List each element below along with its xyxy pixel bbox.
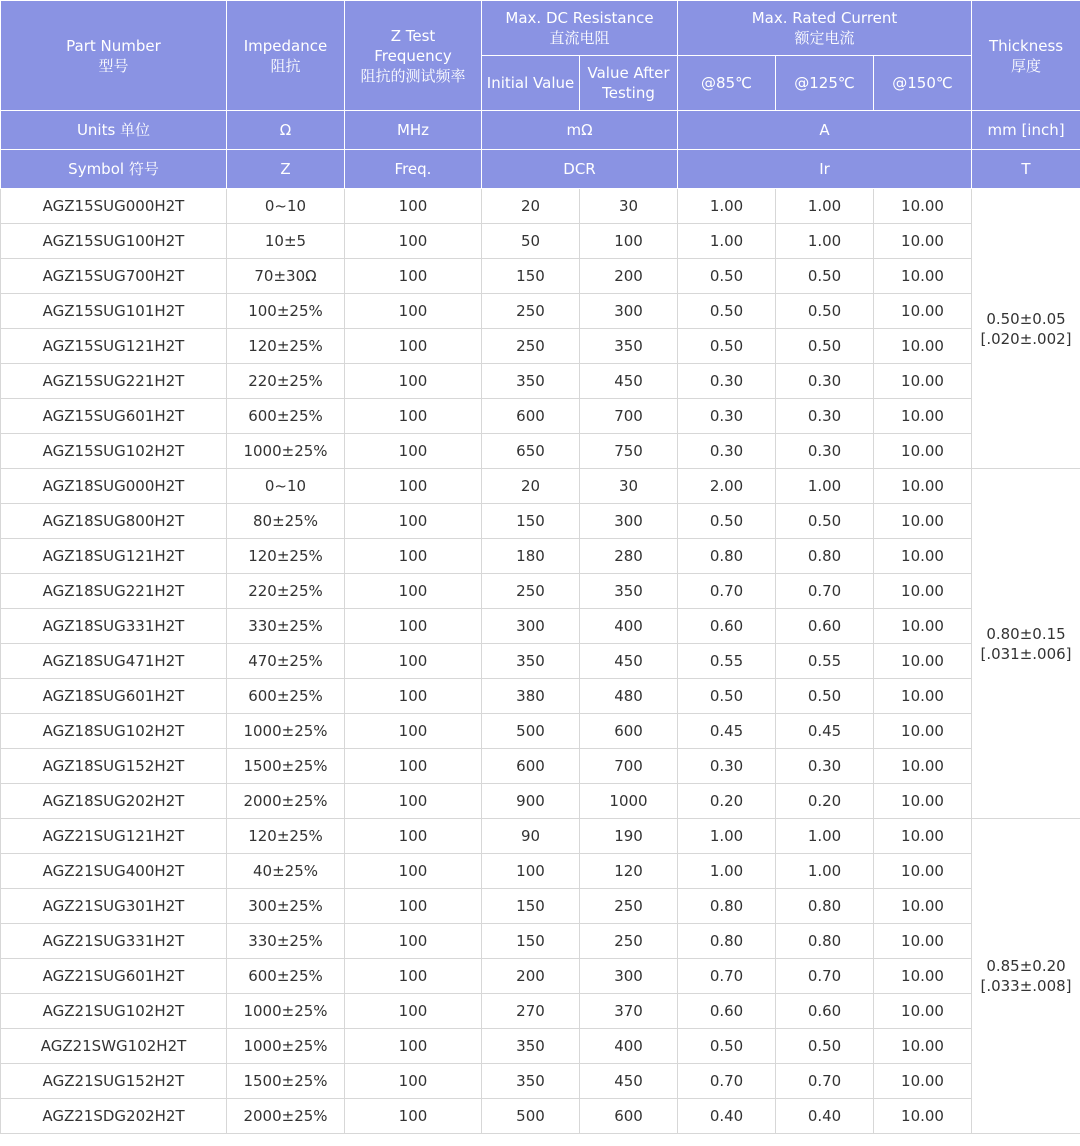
part-number-cell: AGZ21SWG102H2T <box>1 1029 227 1064</box>
frequency-cell: 100 <box>345 1099 482 1134</box>
dc-resistance-header: Max. DC Resistance 直流电阻 <box>482 1 678 56</box>
table-row <box>1 574 1080 609</box>
dcr-after-cell: 600 <box>580 1099 678 1134</box>
table-row <box>1 644 1080 679</box>
frequency-cell: 100 <box>345 609 482 644</box>
table-row <box>1 434 1080 469</box>
current-85c-cell: 0.50 <box>678 329 776 364</box>
current-125c-cell: 0.70 <box>776 959 874 994</box>
impedance-cell: 2000±25% <box>227 784 345 819</box>
dcr-after-cell: 1000 <box>580 784 678 819</box>
table-row <box>1 259 1080 294</box>
part-number-cell: AGZ21SUG331H2T <box>1 924 227 959</box>
frequency-cell: 100 <box>345 784 482 819</box>
part-number-cell: AGZ15SUG100H2T <box>1 224 227 259</box>
part-number-cell: AGZ18SUG601H2T <box>1 679 227 714</box>
current-150c-cell: 10.00 <box>874 259 972 294</box>
table-row <box>1 364 1080 399</box>
current-150c-cell: 10.00 <box>874 364 972 399</box>
impedance-cell: 1500±25% <box>227 749 345 784</box>
dcr-after-cell: 250 <box>580 924 678 959</box>
units-frequency: MHz <box>345 111 482 150</box>
dcr-after-cell: 30 <box>580 469 678 504</box>
symbol-impedance: Z <box>227 150 345 189</box>
frequency-cell: 100 <box>345 294 482 329</box>
impedance-cell: 1500±25% <box>227 1064 345 1099</box>
impedance-cell: 120±25% <box>227 539 345 574</box>
current-150c-cell: 10.00 <box>874 889 972 924</box>
current-150c-cell: 10.00 <box>874 994 972 1029</box>
frequency-cell: 100 <box>345 749 482 784</box>
current-125c-cell: 1.00 <box>776 189 874 224</box>
units-dcr: mΩ <box>482 111 678 150</box>
symbol-dcr: DCR <box>482 150 678 189</box>
current-150c-cell: 10.00 <box>874 679 972 714</box>
dcr-initial-cell: 250 <box>482 329 580 364</box>
current-125c-cell: 0.60 <box>776 609 874 644</box>
current-125c-cell: 0.30 <box>776 364 874 399</box>
dcr-after-cell: 750 <box>580 434 678 469</box>
current-85c-cell: 0.70 <box>678 1064 776 1099</box>
frequency-cell: 100 <box>345 959 482 994</box>
impedance-cell: 40±25% <box>227 854 345 889</box>
impedance-cell: 470±25% <box>227 644 345 679</box>
table-body <box>1 189 1080 1134</box>
thickness-inch: [.020±.002] <box>980 329 1072 348</box>
dcr-initial-cell: 20 <box>482 469 580 504</box>
current-85c-cell: 0.50 <box>678 679 776 714</box>
current-150c-cell: 10.00 <box>874 749 972 784</box>
impedance-cell: 70±30Ω <box>227 259 345 294</box>
current-150c-cell: 10.00 <box>874 1099 972 1134</box>
symbol-thickness: T <box>972 150 1080 189</box>
dcr-initial-cell: 300 <box>482 609 580 644</box>
table-row <box>1 1064 1080 1099</box>
part-number-cell: AGZ21SUG400H2T <box>1 854 227 889</box>
dcr-after-cell: 600 <box>580 714 678 749</box>
current-85c-cell: 0.30 <box>678 434 776 469</box>
frequency-cell: 100 <box>345 189 482 224</box>
current-85c-cell: 0.60 <box>678 609 776 644</box>
current-125c-cell: 1.00 <box>776 224 874 259</box>
part-number-cell: AGZ18SUG121H2T <box>1 539 227 574</box>
units-label: Units 单位 <box>1 111 227 150</box>
symbol-current: Ir <box>678 150 972 189</box>
dcr-after-cell: 480 <box>580 679 678 714</box>
dcr-after-cell: 450 <box>580 364 678 399</box>
part-number-cell: AGZ18SUG331H2T <box>1 609 227 644</box>
impedance-cell: 600±25% <box>227 399 345 434</box>
current-85c-cell: 0.70 <box>678 959 776 994</box>
impedance-header: Impedance 阻抗 <box>227 1 345 111</box>
current-125c-cell: 0.50 <box>776 259 874 294</box>
dcr-after-cell: 200 <box>580 259 678 294</box>
table-row <box>1 399 1080 434</box>
table-row <box>1 889 1080 924</box>
thickness-mm: 0.80±0.15 <box>986 624 1066 643</box>
current-125c-cell: 0.50 <box>776 329 874 364</box>
frequency-cell: 100 <box>345 1064 482 1099</box>
current-150c-cell: 10.00 <box>874 1064 972 1099</box>
dcr-initial-cell: 90 <box>482 819 580 854</box>
part-number-cell: AGZ15SUG700H2T <box>1 259 227 294</box>
thickness-header: Thickness 厚度 <box>972 1 1080 111</box>
dcr-initial-cell: 500 <box>482 1099 580 1134</box>
dcr-after-cell: 300 <box>580 504 678 539</box>
impedance-cell: 600±25% <box>227 959 345 994</box>
part-number-cell: AGZ18SUG202H2T <box>1 784 227 819</box>
current-150c-cell: 10.00 <box>874 854 972 889</box>
table-row <box>1 224 1080 259</box>
dcr-initial-cell: 650 <box>482 434 580 469</box>
dcr-initial-cell: 150 <box>482 889 580 924</box>
table-row <box>1 679 1080 714</box>
current-85c-cell: 1.00 <box>678 854 776 889</box>
current-150c-cell: 10.00 <box>874 609 972 644</box>
current-125c-cell: 1.00 <box>776 469 874 504</box>
frequency-cell: 100 <box>345 399 482 434</box>
impedance-cell: 1000±25% <box>227 994 345 1029</box>
dcr-initial-cell: 350 <box>482 1029 580 1064</box>
table-row <box>1 819 1080 854</box>
dcr-initial-cell: 250 <box>482 574 580 609</box>
table-row <box>1 329 1080 364</box>
frequency-cell: 100 <box>345 504 482 539</box>
table-row <box>1 294 1080 329</box>
impedance-cell: 100±25% <box>227 294 345 329</box>
current-125c-cell: 0.55 <box>776 644 874 679</box>
units-current: A <box>678 111 972 150</box>
dcr-after-cell: 370 <box>580 994 678 1029</box>
current-85c-cell: 0.50 <box>678 1029 776 1064</box>
current-85c-cell: 0.50 <box>678 294 776 329</box>
dcr-after-cell: 250 <box>580 889 678 924</box>
part-number-cell: AGZ21SUG601H2T <box>1 959 227 994</box>
current-150c-cell: 10.00 <box>874 294 972 329</box>
current-85c-cell: 0.70 <box>678 574 776 609</box>
impedance-cell: 300±25% <box>227 889 345 924</box>
current-125c-cell: 0.80 <box>776 924 874 959</box>
impedance-cell: 330±25% <box>227 924 345 959</box>
part-number-cell: AGZ18SUG000H2T <box>1 469 227 504</box>
current-85c-cell: 1.00 <box>678 224 776 259</box>
table-row <box>1 504 1080 539</box>
current-85c-cell: 0.80 <box>678 924 776 959</box>
table-row <box>1 959 1080 994</box>
table-row <box>1 469 1080 504</box>
table-row <box>1 749 1080 784</box>
current-150c-cell: 10.00 <box>874 399 972 434</box>
current-150c-cell: 10.00 <box>874 539 972 574</box>
current-125c-cell: 0.70 <box>776 1064 874 1099</box>
dcr-after-cell: 190 <box>580 819 678 854</box>
frequency-cell: 100 <box>345 469 482 504</box>
frequency-cell: 100 <box>345 574 482 609</box>
current-85c-header: @85℃ <box>678 56 776 111</box>
impedance-cell: 0~10 <box>227 189 345 224</box>
dcr-initial-cell: 350 <box>482 364 580 399</box>
frequency-cell: 100 <box>345 994 482 1029</box>
dcr-initial-cell: 20 <box>482 189 580 224</box>
frequency-cell: 100 <box>345 364 482 399</box>
impedance-cell: 600±25% <box>227 679 345 714</box>
impedance-cell: 0~10 <box>227 469 345 504</box>
impedance-cell: 1000±25% <box>227 434 345 469</box>
frequency-cell: 100 <box>345 259 482 294</box>
table-header <box>1 1 1080 189</box>
dcr-initial-cell: 250 <box>482 294 580 329</box>
current-125c-cell: 0.70 <box>776 574 874 609</box>
dcr-after-cell: 400 <box>580 1029 678 1064</box>
part-number-cell: AGZ21SDG202H2T <box>1 1099 227 1134</box>
symbol-frequency: Freq. <box>345 150 482 189</box>
frequency-cell: 100 <box>345 539 482 574</box>
part-number-cell: AGZ18SUG102H2T <box>1 714 227 749</box>
dcr-after-cell: 300 <box>580 294 678 329</box>
current-150c-cell: 10.00 <box>874 924 972 959</box>
part-number-cell: AGZ15SUG121H2T <box>1 329 227 364</box>
current-150c-cell: 10.00 <box>874 189 972 224</box>
part-number-cell: AGZ18SUG800H2T <box>1 504 227 539</box>
current-125c-cell: 0.60 <box>776 994 874 1029</box>
dcr-initial-cell: 150 <box>482 504 580 539</box>
current-125c-cell: 0.20 <box>776 784 874 819</box>
impedance-cell: 220±25% <box>227 574 345 609</box>
impedance-cell: 220±25% <box>227 364 345 399</box>
dcr-after-cell: 450 <box>580 644 678 679</box>
current-150c-cell: 10.00 <box>874 574 972 609</box>
frequency-cell: 100 <box>345 924 482 959</box>
dcr-initial-cell: 350 <box>482 644 580 679</box>
dcr-initial-cell: 350 <box>482 1064 580 1099</box>
thickness-mm: 0.50±0.05 <box>986 309 1066 328</box>
part-number-cell: AGZ21SUG152H2T <box>1 1064 227 1099</box>
frequency-cell: 100 <box>345 434 482 469</box>
dcr-initial-cell: 900 <box>482 784 580 819</box>
dcr-initial-cell: 200 <box>482 959 580 994</box>
current-150c-cell: 10.00 <box>874 644 972 679</box>
units-row <box>1 111 1080 150</box>
part-number-cell: AGZ18SUG471H2T <box>1 644 227 679</box>
current-85c-cell: 1.00 <box>678 189 776 224</box>
current-125c-cell: 0.30 <box>776 399 874 434</box>
current-125c-cell: 0.80 <box>776 889 874 924</box>
dcr-after-cell: 450 <box>580 1064 678 1099</box>
dcr-after-cell: 700 <box>580 749 678 784</box>
dcr-after-cell: 300 <box>580 959 678 994</box>
part-number-cell: AGZ18SUG221H2T <box>1 574 227 609</box>
current-85c-cell: 0.50 <box>678 504 776 539</box>
current-125c-cell: 0.80 <box>776 539 874 574</box>
current-150c-header: @150℃ <box>874 56 972 111</box>
part-number-cell: AGZ21SUG102H2T <box>1 994 227 1029</box>
thickness-inch: [.033±.008] <box>980 977 1072 995</box>
table-row <box>1 609 1080 644</box>
impedance-cell: 1000±25% <box>227 714 345 749</box>
table-row <box>1 714 1080 749</box>
dcr-initial-cell: 270 <box>482 994 580 1029</box>
dcr-after-cell: 350 <box>580 329 678 364</box>
impedance-cell: 2000±25% <box>227 1099 345 1134</box>
dcr-initial-cell: 100 <box>482 854 580 889</box>
thickness-cell <box>972 819 1080 1134</box>
table-row <box>1 994 1080 1029</box>
thickness-inch: [.031±.006] <box>980 644 1072 663</box>
current-85c-cell: 0.80 <box>678 539 776 574</box>
units-thickness: mm [inch] <box>972 111 1080 150</box>
current-85c-cell: 0.20 <box>678 784 776 819</box>
dcr-initial-cell: 180 <box>482 539 580 574</box>
current-150c-cell: 10.00 <box>874 329 972 364</box>
current-85c-cell: 0.55 <box>678 644 776 679</box>
dcr-initial-cell: 600 <box>482 399 580 434</box>
symbols-row <box>1 150 1080 189</box>
dcr-initial-cell: 380 <box>482 679 580 714</box>
dcr-after-cell: 30 <box>580 189 678 224</box>
dcr-after-cell: 350 <box>580 574 678 609</box>
dcr-initial-cell: 150 <box>482 924 580 959</box>
current-125c-cell: 1.00 <box>776 819 874 854</box>
thickness-mm: 0.85±0.20 <box>986 957 1066 975</box>
current-125c-cell: 0.50 <box>776 504 874 539</box>
part-number-cell: AGZ15SUG601H2T <box>1 399 227 434</box>
part-number-cell: AGZ21SUG121H2T <box>1 819 227 854</box>
part-number-cell: AGZ15SUG000H2T <box>1 189 227 224</box>
part-number-cell: AGZ15SUG221H2T <box>1 364 227 399</box>
current-150c-cell: 10.00 <box>874 714 972 749</box>
table-row <box>1 924 1080 959</box>
dcr-after-cell: 100 <box>580 224 678 259</box>
current-85c-cell: 2.00 <box>678 469 776 504</box>
impedance-cell: 10±5 <box>227 224 345 259</box>
dcr-after-cell: 700 <box>580 399 678 434</box>
current-85c-cell: 0.30 <box>678 749 776 784</box>
z-test-frequency-header: Z Test Frequency 阻抗的测试频率 <box>345 1 482 111</box>
current-125c-cell: 0.50 <box>776 294 874 329</box>
dcr-after-testing-header: Value After Testing <box>580 56 678 111</box>
current-85c-cell: 0.45 <box>678 714 776 749</box>
frequency-cell: 100 <box>345 889 482 924</box>
current-85c-cell: 0.30 <box>678 399 776 434</box>
current-125c-cell: 0.50 <box>776 1029 874 1064</box>
frequency-cell: 100 <box>345 644 482 679</box>
frequency-cell: 100 <box>345 1029 482 1064</box>
impedance-cell: 330±25% <box>227 609 345 644</box>
part-number-cell: AGZ18SUG152H2T <box>1 749 227 784</box>
frequency-cell: 100 <box>345 224 482 259</box>
current-85c-cell: 0.40 <box>678 1099 776 1134</box>
current-85c-cell: 0.30 <box>678 364 776 399</box>
frequency-cell: 100 <box>345 714 482 749</box>
dcr-initial-cell: 600 <box>482 749 580 784</box>
current-150c-cell: 10.00 <box>874 469 972 504</box>
current-150c-cell: 10.00 <box>874 819 972 854</box>
dcr-after-cell: 400 <box>580 609 678 644</box>
dcr-after-cell: 280 <box>580 539 678 574</box>
impedance-cell: 1000±25% <box>227 1029 345 1064</box>
frequency-cell: 100 <box>345 854 482 889</box>
dcr-initial-cell: 500 <box>482 714 580 749</box>
part-number-cell: AGZ15SUG101H2T <box>1 294 227 329</box>
current-150c-cell: 10.00 <box>874 434 972 469</box>
part-number-cell: AGZ15SUG102H2T <box>1 434 227 469</box>
units-impedance: Ω <box>227 111 345 150</box>
impedance-cell: 120±25% <box>227 329 345 364</box>
frequency-cell: 100 <box>345 819 482 854</box>
dcr-after-cell: 120 <box>580 854 678 889</box>
part-number-header: Part Number 型号 <box>1 1 227 111</box>
thickness-cell <box>972 189 1080 469</box>
current-125c-cell: 0.30 <box>776 749 874 784</box>
table-row <box>1 854 1080 889</box>
current-125c-cell: 0.50 <box>776 679 874 714</box>
current-85c-cell: 0.50 <box>678 259 776 294</box>
current-125c-cell: 0.45 <box>776 714 874 749</box>
current-85c-cell: 0.80 <box>678 889 776 924</box>
table-row <box>1 1029 1080 1064</box>
current-125c-header: @125℃ <box>776 56 874 111</box>
current-85c-cell: 0.60 <box>678 994 776 1029</box>
frequency-cell: 100 <box>345 679 482 714</box>
current-125c-cell: 0.30 <box>776 434 874 469</box>
impedance-cell: 80±25% <box>227 504 345 539</box>
dcr-initial-header: Initial Value <box>482 56 580 111</box>
frequency-cell: 100 <box>345 329 482 364</box>
current-150c-cell: 10.00 <box>874 784 972 819</box>
dcr-initial-cell: 50 <box>482 224 580 259</box>
current-150c-cell: 10.00 <box>874 1029 972 1064</box>
symbol-label: Symbol 符号 <box>1 150 227 189</box>
current-125c-cell: 0.40 <box>776 1099 874 1134</box>
part-number-cell: AGZ21SUG301H2T <box>1 889 227 924</box>
table-row <box>1 1099 1080 1134</box>
rated-current-header: Max. Rated Current 额定电流 <box>678 1 972 56</box>
current-85c-cell: 1.00 <box>678 819 776 854</box>
current-150c-cell: 10.00 <box>874 504 972 539</box>
impedance-cell: 120±25% <box>227 819 345 854</box>
thickness-cell <box>972 469 1080 819</box>
current-125c-cell: 1.00 <box>776 854 874 889</box>
current-150c-cell: 10.00 <box>874 959 972 994</box>
table-row <box>1 784 1080 819</box>
current-150c-cell: 10.00 <box>874 224 972 259</box>
dcr-initial-cell: 150 <box>482 259 580 294</box>
table-row <box>1 189 1080 224</box>
table-row <box>1 539 1080 574</box>
